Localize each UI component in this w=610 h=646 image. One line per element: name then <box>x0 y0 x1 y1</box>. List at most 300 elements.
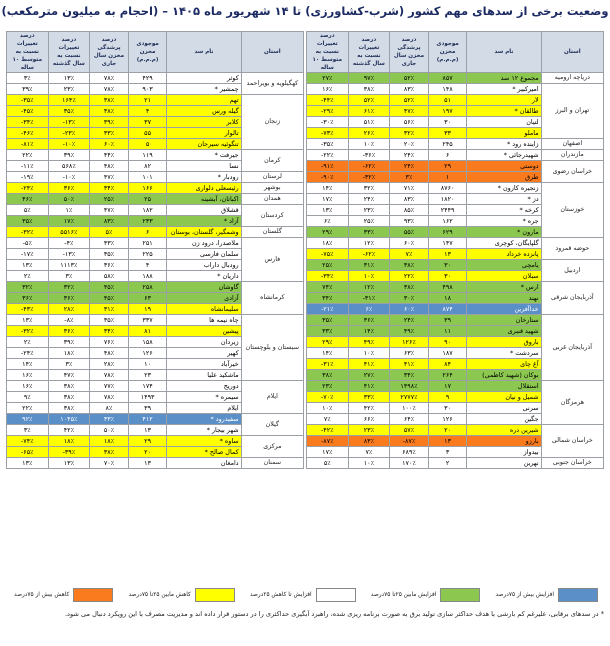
change-vs-10yr-average: ۵٪- <box>7 238 49 249</box>
dam-name: تنگوئیه سیرجان <box>167 139 241 150</box>
change-vs-last-year: ۴۹٪ <box>348 337 390 348</box>
change-vs-10yr-average: ۸۷٪- <box>307 436 349 447</box>
change-vs-10yr-average: ۷٪ <box>307 414 349 425</box>
storage-volume: ۱ <box>428 172 467 183</box>
fill-percent: ۷۷٪ <box>90 381 129 392</box>
change-vs-10yr-average: ۴۴٪- <box>307 95 349 106</box>
change-vs-last-year: ۵۶۸٪ <box>48 161 90 172</box>
change-vs-10yr-average: ۳۹٪ <box>7 84 49 95</box>
dam-name: طرق <box>467 172 541 183</box>
change-vs-10yr-average: ۳٪ <box>7 425 49 436</box>
storage-volume: ۶۲۹ <box>428 227 467 238</box>
fill-percent: ۷۸٪ <box>90 392 129 403</box>
dam-name: امیرکبیر * <box>467 84 541 95</box>
change-vs-10yr-average: ۲٪ <box>7 271 49 282</box>
dam-name: خداآفرین <box>467 304 541 315</box>
dam-name: شیرین دره <box>467 425 541 436</box>
fill-percent: ۴۹٪ <box>390 326 429 337</box>
legend-swatch <box>73 588 113 602</box>
province-name: کهگیلویه و بویراحمد <box>241 73 303 95</box>
fill-percent: ۳۰٪ <box>390 293 429 304</box>
storage-volume: ۱۹۷ <box>428 106 467 117</box>
storage-volume: ۵۵ <box>128 128 167 139</box>
change-vs-last-year: ۶٪ <box>348 304 390 315</box>
fill-percent: ۲۲٪ <box>390 271 429 282</box>
storage-volume: ۲۰ <box>128 447 167 458</box>
change-vs-last-year: ۶۶٪ <box>348 414 390 425</box>
change-vs-10yr-average: ۱۶٪ <box>307 84 349 95</box>
change-vs-10yr-average: ۲۹٪- <box>307 106 349 117</box>
table-row <box>307 458 604 469</box>
change-vs-10yr-average: ۱۷٪ <box>307 194 349 205</box>
fill-percent: ۴۳٪ <box>90 238 129 249</box>
change-vs-10yr-average: ۵٪ <box>7 205 49 216</box>
storage-volume: ۸۷۶۰ <box>428 183 467 194</box>
storage-volume: ۳ <box>428 447 467 458</box>
change-vs-10yr-average: ۴۳٪- <box>7 304 49 315</box>
dam-name: بارزو <box>467 436 541 447</box>
change-vs-10yr-average: ۱۷٪- <box>7 249 49 260</box>
change-vs-last-year: ۱۴٪ <box>348 326 390 337</box>
change-vs-last-year: ۱۰٪- <box>48 172 90 183</box>
change-vs-10yr-average: ۳۴٪- <box>307 271 349 282</box>
storage-volume: ۶ <box>128 227 167 238</box>
storage-volume: ۳۹ <box>128 403 167 414</box>
fill-percent: ۵۷٪ <box>390 425 429 436</box>
legend <box>14 585 598 605</box>
dam-name: قشلاق <box>167 205 241 216</box>
province-name: فارس <box>241 238 303 282</box>
fill-percent: ۸٪ <box>90 403 129 414</box>
table-row <box>307 282 604 293</box>
dam-name: پانزده خرداد <box>467 249 541 260</box>
change-vs-last-year: ۳۹٪ <box>48 337 90 348</box>
change-vs-10yr-average: ۳٪ <box>7 73 49 84</box>
fill-percent: ۸۳٪ <box>390 194 429 205</box>
fill-percent: ۷۸٪ <box>90 370 129 381</box>
change-vs-last-year: ۲۷٪ <box>348 370 390 381</box>
fill-percent: ۱۲۶٪ <box>390 337 429 348</box>
fill-percent: ۲۴٪ <box>390 150 429 161</box>
change-vs-10yr-average: ۷۴٪ <box>307 282 349 293</box>
storage-volume: ۱۵۸ <box>128 337 167 348</box>
storage-volume: ۴ <box>128 260 167 271</box>
change-vs-last-year: ۲۴٪ <box>348 194 390 205</box>
table-header-row <box>307 32 604 73</box>
fill-percent: ۹۳٪ <box>390 216 429 227</box>
storage-volume: ۱۰ <box>128 359 167 370</box>
storage-volume: ۱۲۶ <box>428 414 467 425</box>
column-header: درصد پرشدگی مخزن سال جاری <box>390 32 429 73</box>
storage-volume: ۲۵ <box>128 194 167 205</box>
change-vs-10yr-average: ۳۴٪ <box>307 293 349 304</box>
column-header: درصد تغییرات نسبت به متوسط ۱۰ ساله <box>307 32 349 73</box>
change-vs-10yr-average: ۴۶٪ <box>7 194 49 205</box>
change-vs-10yr-average: ۹۰٪- <box>307 172 349 183</box>
province-name: تهران و البرز <box>541 84 603 139</box>
change-vs-last-year: ۵۵۱۶٪ <box>48 227 90 238</box>
change-vs-last-year: ۳۶٪ <box>48 183 90 194</box>
storage-volume: ۹ <box>428 392 467 403</box>
change-vs-last-year: ۱۸٪ <box>48 436 90 447</box>
storage-volume: ۲۵۱ <box>128 238 167 249</box>
storage-volume: ۱۳ <box>128 425 167 436</box>
dam-name: دوستی <box>467 161 541 172</box>
storage-volume: ۹۰ <box>428 337 467 348</box>
change-vs-last-year: ۱٪ <box>48 205 90 216</box>
column-header: نام سد <box>167 32 241 73</box>
storage-volume: ۱۸۲۰ <box>428 194 467 205</box>
dam-name: زنجیره کارون * <box>467 183 541 194</box>
column-header: درصد تغییرات نسبت به سال گذشته <box>348 32 390 73</box>
fill-percent: ۵۶٪ <box>390 117 429 128</box>
dam-name: شمیل و نیان <box>467 392 541 403</box>
storage-volume: ۱۴۸ <box>428 84 467 95</box>
storage-volume: ۴ <box>128 106 167 117</box>
column-header: موجودی مخزن (م.م.م) <box>428 32 467 73</box>
storage-volume: ۱۹ <box>128 304 167 315</box>
change-vs-last-year: ۱۰۴۵٪ <box>48 414 90 425</box>
change-vs-last-year: ۲۳٪ <box>348 205 390 216</box>
fill-percent: ۴۵٪ <box>90 293 129 304</box>
change-vs-10yr-average: ۳۴٪- <box>7 117 49 128</box>
storage-volume: ۱۷۴ <box>128 381 167 392</box>
change-vs-10yr-average: ۵٪ <box>307 458 349 469</box>
province-name: خراسان رضوی <box>541 161 603 183</box>
fill-percent: ۷۰٪ <box>90 458 129 469</box>
province-name: گلستان <box>241 227 303 238</box>
change-vs-10yr-average: ۱۰٪ <box>307 403 349 414</box>
table-header-row <box>7 32 304 73</box>
legend-label: افزایش تا کاهش ۲۵درصد <box>249 592 312 598</box>
change-vs-last-year: ۳٪ <box>48 271 90 282</box>
dam-name: گاوشان <box>167 282 241 293</box>
table-row <box>7 73 304 84</box>
province-name: آذربایجان غربی <box>541 315 603 381</box>
fill-percent: ۷۸٪ <box>90 73 129 84</box>
change-vs-last-year: ۶۲٪- <box>348 161 390 172</box>
change-vs-10yr-average: ۳۸٪ <box>307 370 349 381</box>
storage-volume: ۱۳ <box>428 436 467 447</box>
change-vs-10yr-average: ۳۰٪- <box>307 117 349 128</box>
dam-name: شهیدرجائی * <box>467 150 541 161</box>
table-row <box>307 315 604 326</box>
storage-volume: ۳۷ <box>128 117 167 128</box>
change-vs-last-year: ۳۶٪ <box>348 315 390 326</box>
change-vs-10yr-average: ۱۹٪- <box>7 172 49 183</box>
dam-name: کهیر <box>167 348 241 359</box>
table-row <box>307 238 604 249</box>
column-header: استان <box>541 32 603 73</box>
dam-name: سردشت * <box>467 348 541 359</box>
table-row <box>7 414 304 425</box>
change-vs-last-year: ۲۸٪ <box>48 304 90 315</box>
dam-name: یامچی <box>467 260 541 271</box>
dam-name: طالقان * <box>467 106 541 117</box>
dam-name: سیمره * <box>167 392 241 403</box>
storage-volume: ۱۲۶ <box>128 348 167 359</box>
dam-name: بوکان (شهید کاظمی) <box>467 370 541 381</box>
storage-volume: ۱۸ <box>428 293 467 304</box>
table-row <box>7 194 304 205</box>
dam-name: مارون * <box>467 227 541 238</box>
change-vs-last-year: ۱۶۴٪ <box>48 95 90 106</box>
fill-percent: ۷۶٪ <box>90 337 129 348</box>
province-name: مرکزی <box>241 436 303 458</box>
change-vs-last-year: ۷٪ <box>348 447 390 458</box>
storage-volume: ۳۰ <box>428 260 467 271</box>
fill-percent: ۴۱٪ <box>390 359 429 370</box>
change-vs-10yr-average: ۳۳٪ <box>307 326 349 337</box>
fill-percent: ۴۴٪ <box>90 150 129 161</box>
fill-percent: ۸۵٪ <box>390 205 429 216</box>
dam-name: جره * <box>467 216 541 227</box>
fill-percent: ۲۴٪ <box>390 315 429 326</box>
change-vs-10yr-average: ۳۲٪ <box>7 282 49 293</box>
table-row <box>307 150 604 161</box>
change-vs-10yr-average: ۴۵٪- <box>7 106 49 117</box>
footnote: * در سدهای برقابی، علیرغم کم بارشی با هدف حداکثر سازی تولید برق به صورت برنامه ریزی شده، راهبرد آبگیری حداکثری را در دستور قرار داده اند و مدیریت مصرف با این رویکرد دنبال می شود. <box>64 610 604 618</box>
dam-name: زیردان <box>167 337 241 348</box>
fill-percent: ۶۳٪ <box>390 348 429 359</box>
province-name: خوزستان <box>541 183 603 238</box>
fill-percent: ۸۳٪ <box>90 216 129 227</box>
change-vs-last-year: ۳۳٪ <box>348 227 390 238</box>
storage-volume: ۱۴۷ <box>428 238 467 249</box>
storage-volume: ۱۰۱ <box>128 172 167 183</box>
fill-percent: ۶۸۹٪ <box>390 447 429 458</box>
province-name: آذربایجان شرقی <box>541 282 603 315</box>
change-vs-last-year: ۱۲٪ <box>348 282 390 293</box>
legend-swatch <box>558 588 598 602</box>
fill-percent: ۵۲٪ <box>390 73 429 84</box>
storage-volume: ۱۴۹۳ <box>128 392 167 403</box>
dam-name: ساوه * <box>167 436 241 447</box>
fill-percent: ۲۷۷۷٪ <box>390 392 429 403</box>
fill-percent: ۱۴۹۸٪ <box>390 381 429 392</box>
storage-volume: ۸۷۴ <box>428 304 467 315</box>
province-name: اردبیل <box>541 260 603 282</box>
change-vs-last-year: ۶۲٪- <box>348 249 390 260</box>
storage-volume: ۱۶۲ <box>428 216 467 227</box>
storage-volume: ۵۱ <box>428 95 467 106</box>
storage-volume: ۴۱۲ <box>128 414 167 425</box>
fill-percent: ۸۳٪ <box>390 84 429 95</box>
storage-volume: ۳۳۷ <box>128 315 167 326</box>
storage-volume: ۱۸۷ <box>428 348 467 359</box>
dam-name: سلیمانشاه <box>167 304 241 315</box>
dam-name: ستارخان <box>467 315 541 326</box>
dam-name: آزاد * <box>167 216 241 227</box>
column-header: درصد تغییرات نسبت به سال گذشته <box>48 32 90 73</box>
change-vs-10yr-average: ۱۶٪ <box>7 381 49 392</box>
change-vs-10yr-average: ۳۲٪- <box>7 326 49 337</box>
table-row <box>307 260 604 271</box>
change-vs-last-year: ۳٪ <box>48 359 90 370</box>
legend-label: افزایش بیش از ۷۵درصد <box>495 592 554 598</box>
page-title: وضعیت برخی از سدهای مهم کشور (شرب-کشاورزی) تا ۱۴ شهریور ماه ۱۴۰۵ – (احجام به میلیون مترمکعب) <box>1 4 609 18</box>
storage-volume: ۲۲۵ <box>128 249 167 260</box>
storage-volume: ۸۱ <box>128 326 167 337</box>
dam-name: بیدواز <box>467 447 541 458</box>
table-row <box>307 183 604 194</box>
column-header: نام سد <box>467 32 541 73</box>
fill-percent: ۶۰٪ <box>90 139 129 150</box>
fill-percent: ۳۴٪ <box>90 183 129 194</box>
change-vs-10yr-average: ۲٪ <box>7 337 49 348</box>
change-vs-last-year: ۲۶٪ <box>348 128 390 139</box>
change-vs-10yr-average: ۹۱٪- <box>307 161 349 172</box>
storage-volume: ۲۴۴۹ <box>428 205 467 216</box>
table-row <box>7 458 304 469</box>
storage-volume: ۲۳۳ <box>128 216 167 227</box>
change-vs-10yr-average: ۱۸٪ <box>307 238 349 249</box>
change-vs-last-year: ۴۷٪ <box>48 370 90 381</box>
storage-volume: ۴۲۹ <box>128 73 167 84</box>
change-vs-last-year: ۸۳٪ <box>348 436 390 447</box>
province-name: کردستان <box>241 205 303 227</box>
change-vs-last-year: ۱۰٪- <box>48 139 90 150</box>
change-vs-last-year: ۴٪- <box>48 238 90 249</box>
dam-name: رئیسعلی دلواری <box>167 183 241 194</box>
table-row <box>7 381 304 392</box>
fill-percent: ۳٪ <box>390 172 429 183</box>
change-vs-10yr-average: ۳۶٪ <box>7 293 49 304</box>
fill-percent: ۳۸٪ <box>90 447 129 458</box>
province-name: سمنان <box>241 458 303 469</box>
change-vs-last-year: ۳۲٪ <box>348 183 390 194</box>
storage-volume: ۲۵۸ <box>128 282 167 293</box>
dam-name: آزادی <box>167 293 241 304</box>
fill-percent: ۳۹٪ <box>90 117 129 128</box>
dam-name: دامغان <box>167 458 241 469</box>
change-vs-10yr-average: ۲۲٪ <box>7 150 49 161</box>
dam-name: وشمگیر، گلستان، بوستان <box>167 227 241 238</box>
province-name: همدان <box>241 194 303 205</box>
change-vs-last-year: ۵۱٪ <box>348 117 390 128</box>
dam-name: لتیان <box>467 117 541 128</box>
dam-name: ملاصدرا، درود زن <box>167 238 241 249</box>
table-row <box>307 425 604 436</box>
table-row <box>307 161 604 172</box>
fill-percent: ۵۲٪ <box>390 95 429 106</box>
storage-volume: ۳۰ <box>428 117 467 128</box>
storage-volume: ۲۶۴ <box>428 370 467 381</box>
change-vs-10yr-average: ۲۴٪- <box>7 348 49 359</box>
legend-item <box>14 588 113 602</box>
province-name: کرمانشاه <box>241 282 303 315</box>
storage-volume: ۲ <box>428 458 467 469</box>
fill-percent: ۳۴٪ <box>90 326 129 337</box>
dam-name: گیله ورس <box>167 106 241 117</box>
fill-percent: ۴۷٪ <box>90 172 129 183</box>
dam-name: پیشین <box>167 326 241 337</box>
table-row <box>7 227 304 238</box>
dam-name: لار <box>467 95 541 106</box>
dam-name: نهند <box>467 293 541 304</box>
dam-name: گلپایگان، کوچری <box>467 238 541 249</box>
change-vs-10yr-average: ۲۲٪ <box>7 403 49 414</box>
storage-volume: ۳۳ <box>428 128 467 139</box>
dam-name: سفیدرود * <box>167 414 241 425</box>
province-name: کرمان <box>241 150 303 172</box>
column-header: درصد تغییرات نسبت به متوسط ۱۰ ساله <box>7 32 49 73</box>
fill-percent: ۲۰٪ <box>390 139 429 150</box>
fill-percent: ۴۵٪ <box>90 282 129 293</box>
dam-name: ارس * <box>467 282 541 293</box>
change-vs-10yr-average: ۲۵٪ <box>307 260 349 271</box>
storage-volume: ۱۸۸ <box>128 271 167 282</box>
change-vs-last-year: ۱۲٪ <box>348 238 390 249</box>
change-vs-last-year: ۴۲٪ <box>48 425 90 436</box>
dam-name: تهم <box>167 95 241 106</box>
storage-volume: ۲۱ <box>128 95 167 106</box>
change-vs-10yr-average: ۷۴٪- <box>7 436 49 447</box>
dam-name: مجموع ۱۲ سد <box>467 73 541 84</box>
storage-volume: ۱۷ <box>428 381 467 392</box>
dam-name: استقلال <box>467 381 541 392</box>
fill-percent: ۳۲٪ <box>390 128 429 139</box>
change-vs-last-year: ۳۹٪- <box>48 447 90 458</box>
change-vs-last-year: ۱۰٪ <box>348 458 390 469</box>
change-vs-10yr-average: ۳۲٪- <box>7 227 49 238</box>
fill-percent: ۴۸٪ <box>90 348 129 359</box>
change-vs-10yr-average: ۱۴٪ <box>7 359 49 370</box>
table-row <box>7 183 304 194</box>
column-header: موجودی مخزن (م.م.م) <box>128 32 167 73</box>
dam-name: آغ چای <box>467 359 541 370</box>
change-vs-last-year: ۳۱٪ <box>348 260 390 271</box>
dam-name: شهید قنبری <box>467 326 541 337</box>
dam-name: جگین <box>467 414 541 425</box>
change-vs-last-year: ۳۳٪ <box>348 392 390 403</box>
dam-name: کرخه * <box>467 205 541 216</box>
storage-volume: ۵ <box>128 139 167 150</box>
storage-volume: ۱۸۲ <box>128 205 167 216</box>
change-vs-10yr-average: ۹۲٪ <box>7 414 49 425</box>
change-vs-last-year: ۲۳٪ <box>48 84 90 95</box>
change-vs-10yr-average: ۸۱٪- <box>7 139 49 150</box>
change-vs-10yr-average: ۲۹٪ <box>307 337 349 348</box>
fill-percent: ۷۸٪ <box>90 84 129 95</box>
fill-percent: ۷٪ <box>390 249 429 260</box>
province-name: لرستان <box>241 172 303 183</box>
dam-name: رودبار * <box>167 172 241 183</box>
fill-percent: ۴۷٪ <box>390 106 429 117</box>
dam-name: باروق <box>467 337 541 348</box>
change-vs-last-year: ۳۸٪ <box>48 381 90 392</box>
dam-name: داریان * <box>167 271 241 282</box>
change-vs-10yr-average: ۳۵٪ <box>7 216 49 227</box>
fill-percent: ۳۸٪ <box>390 260 429 271</box>
dam-name: شهر بیجار * <box>167 425 241 436</box>
fill-percent: ۶۰٪ <box>390 238 429 249</box>
change-vs-last-year: ۱۰٪ <box>348 348 390 359</box>
legend-item <box>128 588 234 602</box>
fill-percent: ۲۴٪ <box>390 161 429 172</box>
change-vs-last-year: ۱۳٪ <box>48 73 90 84</box>
change-vs-last-year: ۳۶٪ <box>48 326 90 337</box>
storage-volume: ۱۳ <box>428 249 467 260</box>
fill-percent: ۱۸٪ <box>90 436 129 447</box>
change-vs-last-year: ۱۳٪- <box>48 117 90 128</box>
change-vs-10yr-average: ۳۵٪ <box>307 315 349 326</box>
fill-percent: ۳۳٪ <box>90 128 129 139</box>
change-vs-10yr-average: ۱۴٪ <box>307 183 349 194</box>
legend-item <box>371 588 481 602</box>
fill-percent: ۱۰۰٪ <box>390 403 429 414</box>
change-vs-last-year: ۶۱٪ <box>348 106 390 117</box>
